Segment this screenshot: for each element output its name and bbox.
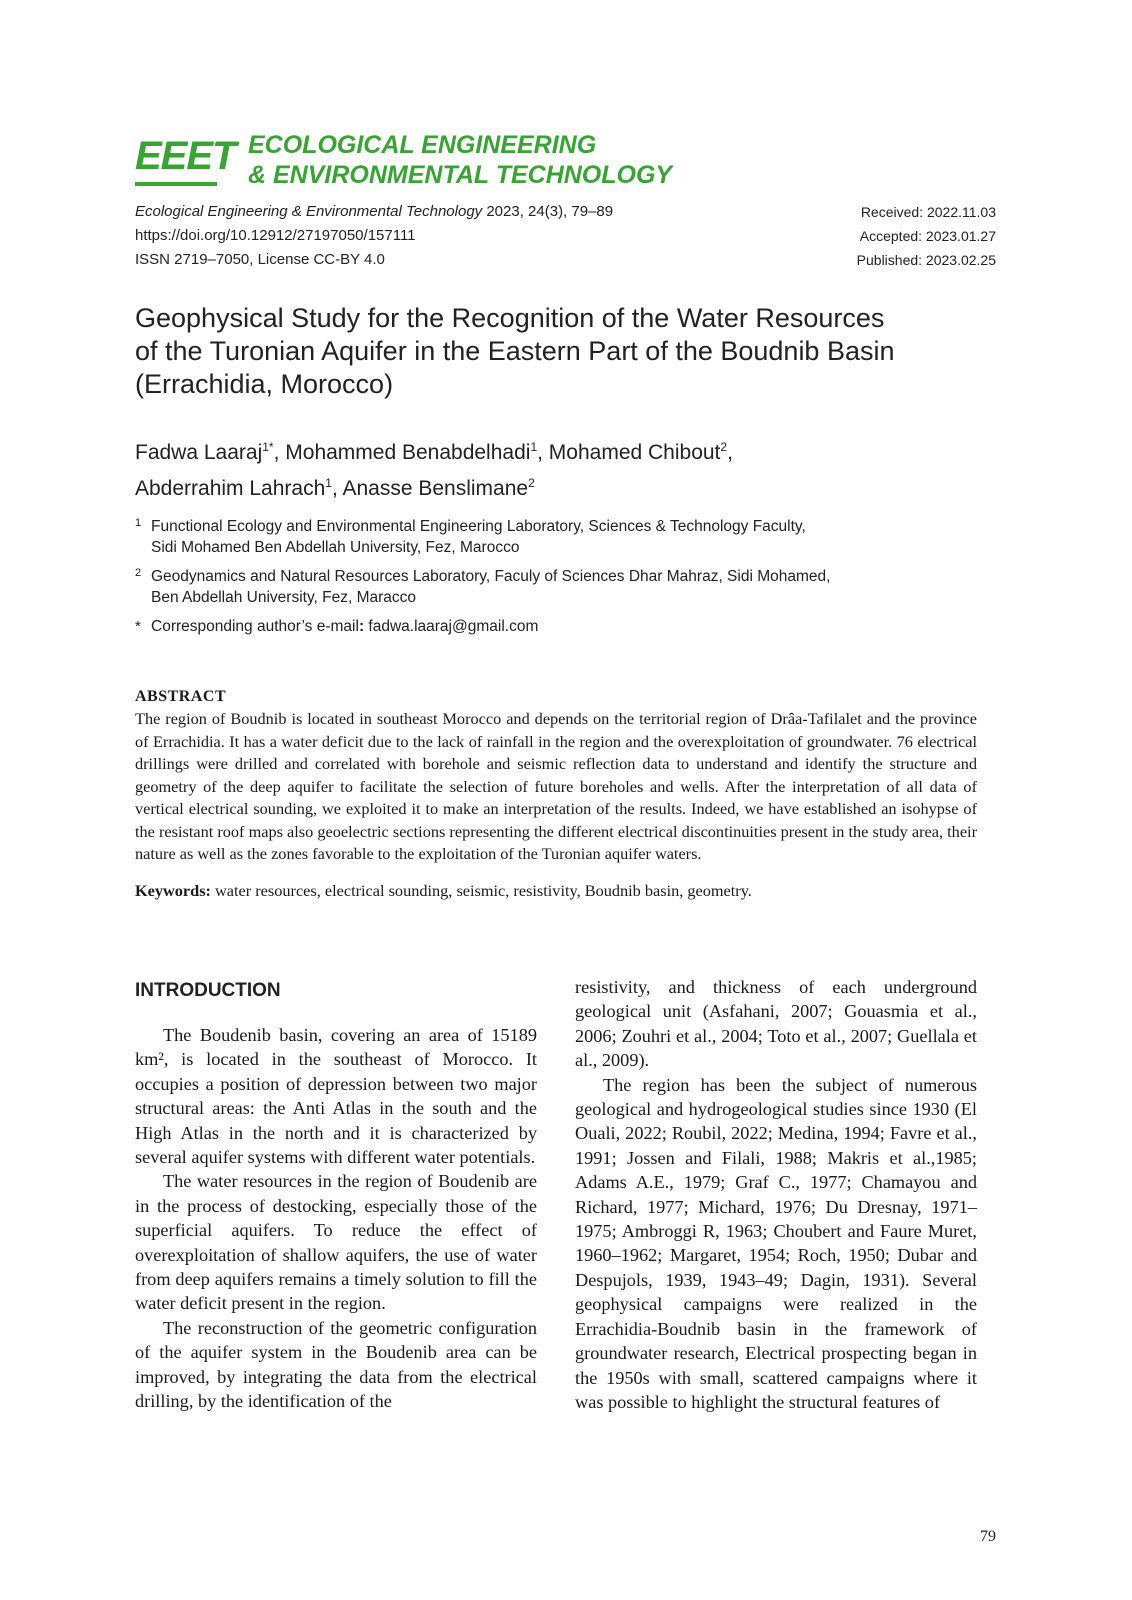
- abstract-text: The region of Boudnib is located in southeast Morocco and depends on the territorial region of Drâa-Tafilalet and the province of Errachidia. It has a water deficit due to the lack of rainfall in the region and the overexploitation of groundwater. 76 electrical drillings were drilled and correlated with borehole and seismic reflection data to understand and identify the structure and geometry of the deep aquifer to facilitate the selection of future boreholes and wells. After the interpretation of all data of vertical electrical sounding, we exploited it to make an interpretation of the results. Indeed, we have established an isohypse of the resistant roof maps also geoelectric sections representing the different electrical discontinuities present in the study area, their nature as well as the zones favorable to the exploitation of the Turonian aquifer waters.: [135, 709, 977, 863]
- journal-name-line1: ECOLOGICAL ENGINEERING: [248, 131, 597, 159]
- abstract-section: [135, 686, 977, 902]
- article-title: [135, 302, 985, 401]
- affiliation-mark: 2: [135, 567, 142, 579]
- author-affiliation-mark: 2: [528, 476, 535, 490]
- affiliation-mark: 1: [135, 517, 142, 529]
- author-line-1: [135, 432, 985, 468]
- affiliation-line: Functional Ecology and Environmental Engineering Laboratory, Sciences & Technology Faculty,: [151, 518, 806, 535]
- article-dates: [857, 200, 996, 272]
- corresponding-label: Corresponding author’s e-mail: [151, 618, 359, 635]
- journal-name: [248, 130, 748, 190]
- body-paragraph: The water resources in the region of Boudenib are in the process of destocking, especially those of the superficial aquifers. To reduce the effect of overexploitation of shallow aquifers, the use of water from deep aquifers remains a timely solution to fill the water deficit present in the region.: [135, 1171, 537, 1314]
- author-name: Fadwa Laaraj: [135, 441, 263, 464]
- body-paragraph: The region has been the subject of numerous geological and hydrogeological studies since 1930 (El Ouali, 2022; Roubil, 2022; Medina, 1994; Favre et al., 1991; Jossen and Filali, 1988; Makris et al.,1985; Adams A.E., 1979; Graf C., 1977; Chamayou and Richard, 1977; Michard, 1976; Du Dresnay, 1971–1975; Ambroggi R, 1963; Choubert and Faure Muret, 1960–1962; Margaret, 1954; Roch, 1950; Dubar and Despujols, 1939, 1943–49; Dagin, 1931). Several geophysical campaigns were realized in the Errachidia-Boudnib basin in the framework of groundwater research, Electrical prospecting began in the 1950s with small, scattered campaigns where it was possible to highlight the structural features of: [575, 1074, 977, 1412]
- body-column-left: [135, 975, 537, 1414]
- logo-underline: [135, 182, 217, 186]
- published-date: Published: 2023.02.25: [856, 252, 996, 268]
- author-line-2: [135, 468, 985, 504]
- issn-license: ISSN 2719–7050, License CC-BY 4.0: [135, 251, 385, 268]
- author-separator: ,: [273, 441, 286, 464]
- corresponding-colon: :: [358, 618, 365, 635]
- affiliation-line: Geodynamics and Natural Resources Laboratory, Faculy of Sciences Dhar Mahraz, Sidi Mohamed,: [151, 568, 831, 585]
- volume-info: 2023, 24(3), 79–89: [482, 203, 614, 220]
- affiliation-line: Ben Abdellah University, Fez, Maracco: [151, 589, 417, 606]
- keywords: [135, 880, 977, 903]
- abstract-heading: ABSTRACT: [135, 688, 227, 705]
- author-affiliation-mark: 2: [720, 440, 728, 454]
- author-affiliation-mark: 1*: [262, 440, 274, 454]
- introduction-heading: INTRODUCTION: [135, 980, 281, 1001]
- keywords-list: water resources, electrical sounding, seismic, resistivity, Boudnib basin, geometry.: [210, 880, 752, 900]
- author-name: Abderrahim Lahrach: [135, 477, 326, 500]
- page-number: 79: [980, 1528, 996, 1545]
- keywords-label: Keywords:: [135, 880, 211, 900]
- author-affiliation-mark: 1: [530, 440, 538, 454]
- author-name: Mohammed Benabdelhadi: [285, 441, 531, 464]
- corresponding-author: [135, 616, 935, 637]
- author-list: [135, 432, 985, 504]
- author-name: Mohamed Chibout: [548, 441, 721, 464]
- doi-link[interactable]: https://doi.org/10.12912/27197050/157111: [135, 227, 416, 244]
- affiliation-item: [135, 516, 935, 558]
- body-paragraph: The Boudenib basin, covering an area of 15189 km², is located in the southeast of Morocco. It occupies a position of depression between two major structural areas: the Anti Atlas in the south and the High Atlas in the north and it is characterized by several aquifer systems with different water potentials.: [135, 1025, 537, 1168]
- title-line-2: of the Turonian Aquifer in the Eastern Part of the Boudnib Basin: [135, 336, 895, 366]
- author-separator: ,: [537, 441, 549, 464]
- corresponding-mark: *: [135, 618, 141, 635]
- citation-line: [135, 200, 613, 224]
- body-column-right: [575, 975, 977, 1414]
- author-name: Anasse Benslimane: [342, 477, 529, 500]
- affiliation-item: [135, 566, 935, 608]
- received-date: Received: 2022.11.03: [860, 204, 996, 220]
- journal-name-line2: & ENVIRONMENTAL TECHNOLOGY: [248, 161, 673, 189]
- citation-block: [135, 200, 613, 272]
- body-paragraph: The reconstruction of the geometric configuration of the aquifer system in the Boudenib area can be improved, by integrating the data from the electrical drilling, by the identification of the: [135, 1317, 537, 1412]
- affiliations: [135, 516, 935, 645]
- title-line-3: (Errachidia, Morocco): [135, 369, 394, 399]
- logo-mark: EEET: [135, 134, 236, 178]
- journal-title-italic: Ecological Engineering & Environmental Technology: [135, 203, 483, 220]
- author-separator: ,: [727, 441, 733, 464]
- corresponding-email[interactable]: fadwa.laaraj@gmail.com: [364, 618, 539, 635]
- title-line-1: Geophysical Study for the Recognition of the Water Resources: [135, 303, 885, 333]
- affiliation-line: Sidi Mohamed Ben Abdellah University, Fez, Marocco: [151, 539, 520, 556]
- author-affiliation-mark: 1: [325, 476, 332, 490]
- body-paragraph-continuation: resistivity, and thickness of each underground geological unit (Asfahani, 2007; Gouasmia et al., 2006; Zouhri et al., 2004; Toto et al., 2007; Guellala et al., 2009).: [575, 977, 977, 1071]
- author-separator: ,: [331, 477, 343, 500]
- accepted-date: Accepted: 2023.01.27: [859, 228, 996, 244]
